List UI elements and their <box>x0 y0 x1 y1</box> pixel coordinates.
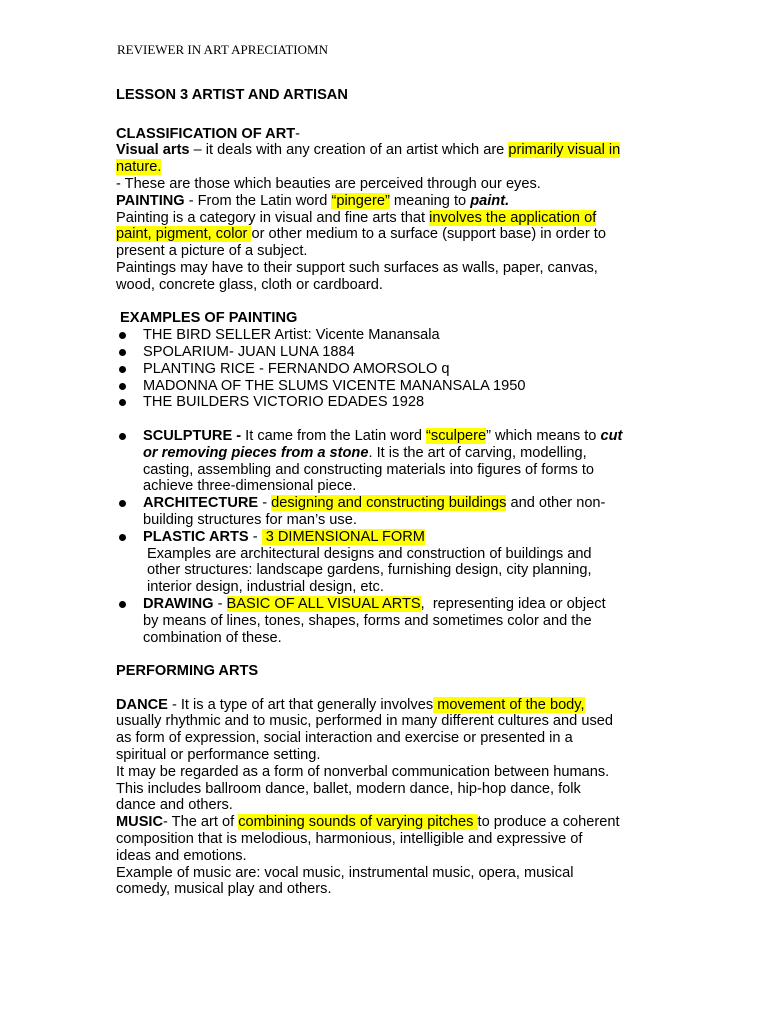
plastic-arts-term: PLASTIC ARTS <box>143 528 249 545</box>
bullet-icon <box>119 433 126 440</box>
classification-heading-line: CLASSIFICATION OF ART- <box>116 125 301 142</box>
highlight: “pingere” <box>331 192 390 209</box>
list-item: THE BUILDERS VICTORIO EDADES 1928 <box>116 394 676 411</box>
classification-heading: CLASSIFICATION OF ART <box>116 125 296 142</box>
highlight: paint, pigment, color <box>116 226 252 243</box>
music-term: MUSIC <box>116 814 164 831</box>
bullet-icon <box>119 366 126 373</box>
bullet-icon <box>119 349 126 356</box>
document-body: LESSON 3 ARTIST AND ARTISAN CLASSIFICATION OF ART- Visual arts – it deals with any creation of an artist which are primarily visual in nature. - These are those which beauties are perceived through our eyes. PAINTING - From the Latin word “pingere” meaning to paint. Painting is a category in visual and fine arts that involves the application of paint, pigment, color or other medium to a surface (support base) in order to present a picture of a subject. Paintings may have to their support such surfaces as walls, paper, canvas, wood, concrete glass, cloth or cardboard. EXAMPLES OF PAINTING THE BIRD SELLER Artist: Vicente Manansala SPOLARIUM- JUAN LUNA 1884 PLANTING RICE - FERNANDO AMORSOLO q MADONNA OF THE SLUMS VICENTE MANANSALA 1950 THE BUILDERS VICTORIO EDADES 1928 SCULPTURE - It came from the Latin word “sculpere” which means to cut or removing pieces from a stone. It is the art of carving, modelling, casting, assembling and constructing materials into figures of forms to achieve three-dimensional piece. ARCHITECTURE - designing and constructing buildings and other non- building structures for man’s use. PLASTIC ARTS - 3 DIMENSIONAL FORM Examples are architectural designs and construction of buildings and other structures: landscape gardens, furnishing design, city planning, interior design, industrial design, etc. DRAWING - BASIC OF ALL VISUAL ARTS, representing idea or object by means of lines, tones, shapes, forms and sometimes color and the combination of these. PERFORMING ARTS DANCE - It is a type of art that generally involves movement of the body, usually rhythmic and to music, performed in many different cultures and used as form of expression, social interaction and exercise or presented in a spiritual or performance setting. It may be regarded as a form of nonverbal communication between humans. This includes ballroom dance, ballet, modern dance, hip-hop dance, folk dance and others. MUSIC- The art of combining sounds of varying pitches to produce a coherent composition that is melodious, harmonious, intelligible and expressive of ideas and emotions. Example of music are: vocal music, instrumental music, opera, musical comedy, musical play and others. <box>116 87 676 898</box>
painting-term: PAINTING <box>116 192 185 209</box>
highlight: involves the application of <box>429 209 597 226</box>
list-item: PLANTING RICE - FERNANDO AMORSOLO q <box>116 361 676 378</box>
examples-heading: EXAMPLES OF PAINTING <box>116 310 298 327</box>
highlight: movement of the body, <box>433 696 585 713</box>
architecture-item: ARCHITECTURE - designing and constructing buildings and other non- <box>116 495 676 512</box>
music-line: MUSIC- The art of combining sounds of varying pitches to produce a coherent <box>116 814 620 831</box>
highlight: BASIC OF ALL VISUAL ARTS <box>226 595 421 612</box>
drawing-item: DRAWING - BASIC OF ALL VISUAL ARTS, representing idea or object <box>116 596 676 613</box>
visual-arts-term: Visual arts <box>116 142 190 159</box>
plastic-arts-item: PLASTIC ARTS - 3 DIMENSIONAL FORM <box>116 529 676 546</box>
dance-line: DANCE - It is a type of art that generally involves movement of the body, <box>116 696 585 713</box>
bullet-icon <box>119 383 126 390</box>
list-item: THE BIRD SELLER Artist: Vicente Manansala <box>116 327 676 344</box>
bullet-icon <box>119 332 126 339</box>
highlight: “sculpere <box>426 427 487 444</box>
highlight: nature. <box>116 159 162 176</box>
list-item: SPOLARIUM- JUAN LUNA 1884 <box>116 344 676 361</box>
bullet-icon <box>119 601 126 608</box>
performing-arts-heading: PERFORMING ARTS <box>116 663 259 680</box>
bullet-icon <box>119 534 126 541</box>
highlight: 3 DIMENSIONAL FORM <box>261 528 425 545</box>
sculpture-item: SCULPTURE - It came from the Latin word “sculpere” which means to cut <box>116 428 676 445</box>
highlight: designing and constructing buildings <box>271 495 507 512</box>
architecture-term: ARCHITECTURE <box>143 495 259 512</box>
list-item: MADONNA OF THE SLUMS VICENTE MANANSALA 1950 <box>116 378 676 395</box>
bullet-icon <box>119 500 126 507</box>
highlight: combining sounds of varying pitches <box>238 814 478 831</box>
bullet-icon <box>119 399 126 406</box>
beauties-line: - These are those which beauties are perceived through our eyes. <box>116 175 541 192</box>
painting-line: PAINTING - From the Latin word “pingere” meaning to paint. <box>116 192 510 209</box>
page-header: REVIEWER IN ART APRECIATIOMN <box>117 42 328 57</box>
sculpture-term: SCULPTURE - <box>143 427 246 444</box>
visual-arts-line: Visual arts – it deals with any creation of an artist which are primarily visual in <box>116 142 621 159</box>
drawing-term: DRAWING <box>143 595 214 612</box>
dance-term: DANCE <box>116 696 168 713</box>
lesson-title: LESSON 3 ARTIST AND ARTISAN <box>116 87 348 103</box>
highlight: primarily visual in <box>508 142 621 159</box>
